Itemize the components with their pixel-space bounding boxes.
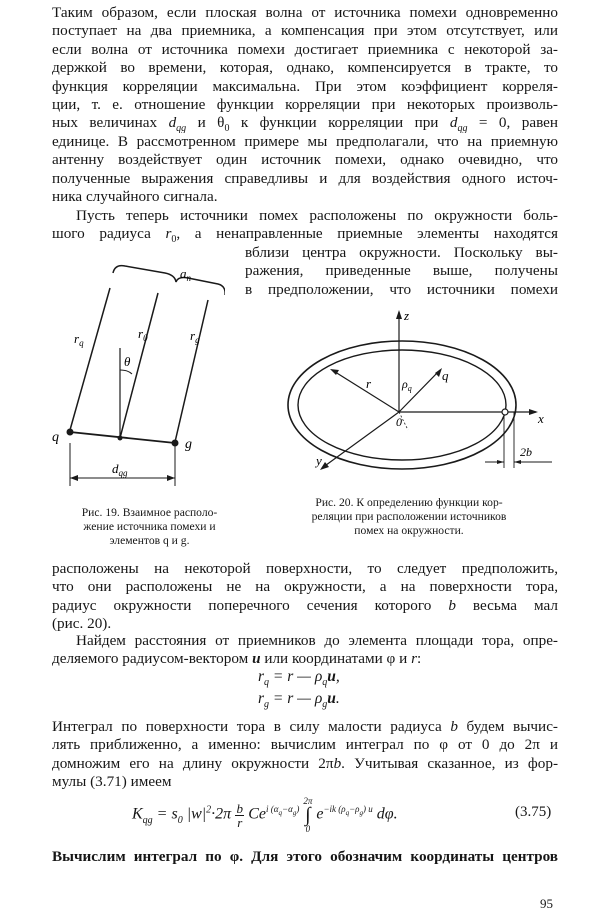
- text-line: Интеграл по поверхности тора в силу малости радиуса b будем вычис-: [52, 718, 558, 735]
- formula-rg: $r_g = r$ — $\rho_gu$.: [258, 690, 340, 711]
- text-line: Найдем расстояния от приемников до элемента площади тора, опре-: [76, 632, 558, 649]
- text-line: лять приближенно, а именно: вычислим интеграл по φ от 0 до 2π и: [52, 736, 558, 754]
- caption-line: Рис. 19. Взаимное располо-: [81, 506, 218, 519]
- paragraph-2: [52, 207, 558, 244]
- label-q: q: [442, 368, 449, 383]
- ray-rg: [175, 300, 208, 442]
- paragraph-3: [52, 560, 558, 634]
- label-r0: $r_0$: [138, 326, 148, 343]
- caption-line: элементов q и g.: [109, 534, 190, 547]
- formula-rq: $r_q = r$ — $\rho_qu$,: [258, 668, 340, 689]
- text-line: в предположении, что источники помехи: [245, 280, 558, 298]
- torus-section-point: [502, 409, 508, 415]
- torus-inner: [298, 350, 506, 460]
- text-line: шого радиуса $r_0$, а ненаправленные приемные элементы находятся: [52, 225, 558, 244]
- label-origin: 0: [396, 415, 402, 429]
- text-line: полученные выражения справедливы и для воздействия одного источ-: [52, 169, 558, 187]
- label-rq: $r_q$: [74, 331, 84, 348]
- text-line: если волна от источника помехи достигает приемника с некоторой за-: [52, 40, 558, 58]
- text-line: домножим его на длину окружности 2πb. Учитывая сказанное, из фор-: [52, 754, 558, 772]
- caption-line: жение источника помехи и: [83, 520, 216, 533]
- label-r: r: [366, 376, 372, 391]
- paragraph-6: [52, 848, 558, 866]
- paragraph-2-wrap: [245, 244, 558, 299]
- text-line: Пусть теперь источники помех расположены по окружности боль-: [76, 207, 558, 224]
- text-line: (рис. 20).: [52, 615, 112, 633]
- text-line: Вычислим интеграл по φ. Для этого обозначим координаты центров: [52, 848, 558, 865]
- text-line: ных величинах $d_{qg}$ и $\theta_0$ к функции корреляции при $d_{qg} = 0$, равен: [52, 114, 558, 133]
- label-dqg: $d_{qg}$: [112, 461, 128, 478]
- figure-19-caption: [52, 506, 247, 548]
- text-line: что они расположены не на окружности, а на поверхности тора,: [52, 578, 558, 596]
- angle-arc: [120, 370, 132, 374]
- point-g: [172, 440, 179, 447]
- text-line: держкой во времени, которая, однако, компенсируется в тракте, то: [52, 59, 558, 77]
- arrows-2b: [497, 460, 521, 464]
- text-line: ции, т. е. отношение функции корреляции при некоторых произволь-: [52, 95, 558, 113]
- label-rg: $r_g$: [190, 328, 200, 345]
- label-2b: 2b: [520, 445, 532, 459]
- arrow-z: [396, 310, 402, 319]
- figure-19-diagram: [50, 258, 225, 488]
- label-an: $a_n$: [180, 266, 191, 283]
- text-line: деляемого радиусом-вектором u или координатами φ и r:: [52, 650, 422, 668]
- equation-3-75: $K_{qg} = s_0$ $|w|^2\cdot 2\pi$ b r $Ce^{i (\alpha_q-\alpha_g)}$ 2π ∫ 0 $e^{-ik (\rho_q-\rho_g) u}$ dφ.: [132, 796, 398, 834]
- text-line: ника случайного сигнала.: [52, 187, 218, 205]
- label-theta: θ: [124, 354, 131, 369]
- arrow-rho-q: [435, 368, 442, 377]
- caption-line: помех на окружности.: [354, 524, 464, 537]
- point-center: [118, 436, 123, 441]
- paragraph-5: [52, 718, 558, 792]
- label-q: q: [52, 430, 59, 445]
- paragraph-4: [52, 632, 558, 669]
- label-rho-q: $\rho_q$: [402, 377, 412, 393]
- equation-number: (3.75): [515, 804, 552, 820]
- label-g: g: [185, 437, 192, 452]
- text-line: радиус окружности поперечного сечения которого b весьма мал: [52, 596, 558, 614]
- label-y: y: [316, 453, 322, 468]
- arrow-x: [529, 409, 538, 415]
- text-line: Таким образом, если плоская волна от источника помехи одновременно: [52, 4, 558, 21]
- label-x: x: [538, 411, 544, 426]
- text-line: расположены на некоторой поверхности, то следует предположить,: [52, 560, 558, 577]
- text-line: вблизи центра окружности. Поскольку вы-: [245, 244, 558, 261]
- caption-line: Рис. 20. К определению функции кор-: [315, 496, 503, 509]
- text-line: ражения, приведенные выше, получены: [245, 262, 558, 280]
- figure-20-diagram: [280, 300, 558, 485]
- ray-rq: [70, 288, 110, 430]
- brace-shape: [113, 266, 225, 295]
- text-line: мулы (3.71) имеем: [52, 773, 172, 791]
- page-number: 95: [540, 896, 553, 911]
- figure-20-caption: [260, 496, 558, 538]
- baseline-qg: [70, 432, 175, 443]
- label-z: z: [404, 308, 410, 323]
- text-line: антенну воздействует один источник помехи, однако очевидно, что: [52, 151, 558, 169]
- text-line: поступает на два приемника, а компенсация при этом отсутствует, или: [52, 22, 558, 40]
- caption-line: реляции при расположении источников: [311, 510, 507, 523]
- paragraph-1: [52, 4, 558, 206]
- point-q: [67, 429, 74, 436]
- text-line: единице. В рассмотренном примере мы предполагали, что на приемную: [52, 132, 558, 150]
- text-line: функция корреляции максимальна. При этом коэффициент корреля-: [52, 77, 558, 95]
- torus-outer: [288, 341, 516, 469]
